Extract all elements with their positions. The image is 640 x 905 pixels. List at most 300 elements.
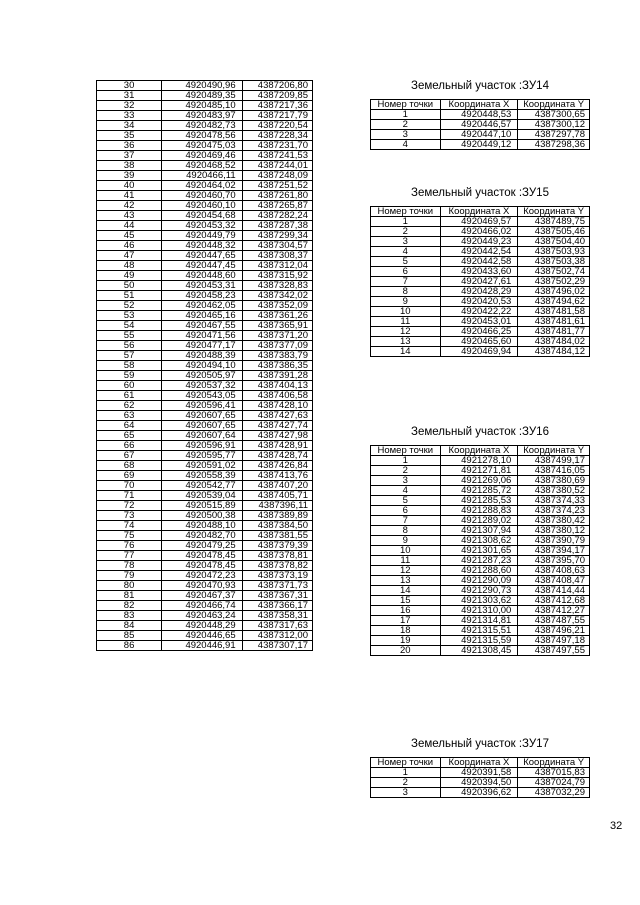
coord-x-cell: 4921285,53 — [440, 496, 518, 506]
parcel-zu16-table — [370, 445, 590, 656]
header-coord-y: Координата Y — [518, 446, 590, 456]
coord-x-cell: 4920607,65 — [162, 411, 242, 421]
point-number-cell: 6 — [371, 506, 441, 516]
point-number-cell: 1 — [371, 217, 441, 227]
coord-y-cell: 4387308,37 — [242, 251, 312, 261]
header-coord-x: Координата X — [440, 207, 518, 217]
table-row — [97, 631, 313, 641]
point-number-cell: 45 — [97, 231, 162, 241]
table-row — [371, 327, 590, 337]
coord-x-cell: 4920478,45 — [162, 561, 242, 571]
coord-x-cell: 4921269,06 — [440, 476, 518, 486]
point-number-cell: 12 — [371, 327, 441, 337]
coord-y-cell: 4387487,55 — [518, 616, 590, 626]
coord-x-cell: 4920447,45 — [162, 261, 242, 271]
table-row — [97, 161, 313, 171]
point-number-cell: 15 — [371, 596, 441, 606]
coord-y-cell: 4387361,26 — [242, 311, 312, 321]
coord-y-cell: 4387342,02 — [242, 291, 312, 301]
table-row — [371, 526, 590, 536]
coord-x-cell: 4920460,10 — [162, 201, 242, 211]
table-row — [371, 287, 590, 297]
table-row — [97, 641, 313, 651]
coord-y-cell: 4387407,20 — [242, 481, 312, 491]
table-row — [97, 461, 313, 471]
point-number-cell: 74 — [97, 521, 162, 531]
coord-y-cell: 4387032,29 — [518, 788, 590, 798]
table-row — [371, 317, 590, 327]
coord-x-cell: 4920446,91 — [162, 641, 242, 651]
header-point-number: Номер точки — [371, 446, 441, 456]
point-number-cell: 84 — [97, 621, 162, 631]
coord-y-cell: 4387373,19 — [242, 571, 312, 581]
coord-x-cell: 4920466,74 — [162, 601, 242, 611]
table-row — [97, 241, 313, 251]
coord-x-cell: 4921308,45 — [440, 646, 518, 656]
page-number: 32 — [610, 820, 623, 832]
point-number-cell: 49 — [97, 271, 162, 281]
coord-x-cell: 4920482,73 — [162, 121, 242, 131]
coord-y-cell: 4387503,93 — [518, 247, 590, 257]
coord-y-cell: 4387282,24 — [242, 211, 312, 221]
coord-x-cell: 4920433,60 — [440, 267, 518, 277]
point-number-cell: 46 — [97, 241, 162, 251]
point-number-cell: 4 — [371, 247, 441, 257]
point-number-cell: 42 — [97, 201, 162, 211]
main-table-body — [97, 81, 313, 651]
table-row — [371, 247, 590, 257]
coord-y-cell: 4387297,78 — [518, 130, 590, 140]
coord-y-cell: 4387379,39 — [242, 541, 312, 551]
coord-y-cell: 4387503,38 — [518, 257, 590, 267]
point-number-cell: 58 — [97, 361, 162, 371]
coord-x-cell: 4920467,55 — [162, 321, 242, 331]
table-row — [97, 261, 313, 271]
table-row — [371, 586, 590, 596]
header-coord-x: Координата X — [440, 758, 518, 768]
point-number-cell: 1 — [371, 456, 441, 466]
table-row — [97, 341, 313, 351]
coord-y-cell: 4387497,18 — [518, 636, 590, 646]
point-number-cell: 75 — [97, 531, 162, 541]
point-number-cell: 69 — [97, 471, 162, 481]
table-row — [97, 411, 313, 421]
table-row — [97, 381, 313, 391]
point-number-cell: 34 — [97, 121, 162, 131]
parcel-title: Земельный участок :ЗУ14 — [411, 80, 549, 92]
coord-y-cell: 4387371,20 — [242, 331, 312, 341]
table-row — [97, 591, 313, 601]
point-number-cell: 10 — [371, 307, 441, 317]
table-row — [97, 601, 313, 611]
point-number-cell: 3 — [371, 788, 441, 798]
header-row — [371, 446, 590, 456]
coord-y-cell: 4387481,58 — [518, 307, 590, 317]
table-row — [371, 626, 590, 636]
point-number-cell: 13 — [371, 337, 441, 347]
table-row — [97, 201, 313, 211]
coord-x-cell: 4920469,57 — [440, 217, 518, 227]
coord-x-cell: 4920607,64 — [162, 431, 242, 441]
coord-x-cell: 4920454,68 — [162, 211, 242, 221]
table-row — [97, 281, 313, 291]
coord-x-cell: 4920460,70 — [162, 191, 242, 201]
point-number-cell: 3 — [371, 130, 441, 140]
point-number-cell: 6 — [371, 267, 441, 277]
coord-y-cell: 4387414,44 — [518, 586, 590, 596]
coord-x-cell: 4920595,77 — [162, 451, 242, 461]
coord-y-cell: 4387381,55 — [242, 531, 312, 541]
table-row — [97, 541, 313, 551]
table-row — [97, 191, 313, 201]
coord-x-cell: 4920448,29 — [162, 621, 242, 631]
point-number-cell: 78 — [97, 561, 162, 571]
point-number-cell: 2 — [371, 120, 441, 130]
point-number-cell: 11 — [371, 556, 441, 566]
coord-y-cell: 4387378,82 — [242, 561, 312, 571]
parcel-zu17-table — [370, 757, 590, 798]
coord-y-cell: 4387484,02 — [518, 337, 590, 347]
coord-x-cell: 4920543,05 — [162, 391, 242, 401]
coord-y-cell: 4387015,83 — [518, 768, 590, 778]
table-row — [371, 120, 590, 130]
table-row — [97, 121, 313, 131]
coord-x-cell: 4920537,32 — [162, 381, 242, 391]
coord-x-cell: 4921288,83 — [440, 506, 518, 516]
parcel-zu15-table — [370, 206, 590, 357]
coord-y-cell: 4387374,33 — [518, 496, 590, 506]
coord-x-cell: 4920458,23 — [162, 291, 242, 301]
coord-x-cell: 4920464,02 — [162, 181, 242, 191]
coord-x-cell: 4920448,60 — [162, 271, 242, 281]
point-number-cell: 77 — [97, 551, 162, 561]
table-row — [97, 101, 313, 111]
point-number-cell: 3 — [371, 476, 441, 486]
coord-y-cell: 4387228,34 — [242, 131, 312, 141]
coord-y-cell: 4387384,50 — [242, 521, 312, 531]
coord-x-cell: 4921278,10 — [440, 456, 518, 466]
coord-x-cell: 4920453,01 — [440, 317, 518, 327]
table-row — [371, 566, 590, 576]
table-row — [371, 576, 590, 586]
point-number-cell: 30 — [97, 81, 162, 91]
table-row — [97, 471, 313, 481]
coord-x-cell: 4920422,22 — [440, 307, 518, 317]
coord-y-cell: 4387217,36 — [242, 101, 312, 111]
point-number-cell: 63 — [97, 411, 162, 421]
coord-x-cell: 4920500,38 — [162, 511, 242, 521]
table-row — [97, 131, 313, 141]
coord-y-cell: 4387317,63 — [242, 621, 312, 631]
point-number-cell: 8 — [371, 526, 441, 536]
coord-y-cell: 4387265,87 — [242, 201, 312, 211]
point-number-cell: 16 — [371, 606, 441, 616]
coord-y-cell: 4387298,36 — [518, 140, 590, 150]
table-row — [97, 421, 313, 431]
point-number-cell: 5 — [371, 496, 441, 506]
table-row — [97, 91, 313, 101]
point-number-cell: 9 — [371, 297, 441, 307]
point-number-cell: 62 — [97, 401, 162, 411]
table-row — [97, 551, 313, 561]
coord-x-cell: 4921285,72 — [440, 486, 518, 496]
point-number-cell: 17 — [371, 616, 441, 626]
coord-x-cell: 4921315,59 — [440, 636, 518, 646]
parcel-zu15-body — [371, 217, 590, 357]
coord-x-cell: 4920482,70 — [162, 531, 242, 541]
coord-y-cell: 4387383,79 — [242, 351, 312, 361]
point-number-cell: 14 — [371, 347, 441, 357]
table-row — [97, 221, 313, 231]
coord-y-cell: 4387220,54 — [242, 121, 312, 131]
main-coordinates-table — [96, 80, 313, 651]
point-number-cell: 83 — [97, 611, 162, 621]
parcel-title: Земельный участок :ЗУ17 — [411, 738, 549, 750]
coord-x-cell: 4920478,45 — [162, 551, 242, 561]
coord-y-cell: 4387426,84 — [242, 461, 312, 471]
coord-y-cell: 4387391,28 — [242, 371, 312, 381]
table-row — [97, 571, 313, 581]
point-number-cell: 10 — [371, 546, 441, 556]
coord-x-cell: 4920448,53 — [440, 110, 518, 120]
coord-y-cell: 4387374,23 — [518, 506, 590, 516]
coord-y-cell: 4387390,79 — [518, 536, 590, 546]
point-number-cell: 37 — [97, 151, 162, 161]
point-number-cell: 31 — [97, 91, 162, 101]
coord-x-cell: 4920596,41 — [162, 401, 242, 411]
table-row — [97, 531, 313, 541]
table-row — [371, 556, 590, 566]
coord-y-cell: 4387380,69 — [518, 476, 590, 486]
table-row — [97, 441, 313, 451]
point-number-cell: 1 — [371, 768, 441, 778]
point-number-cell: 65 — [97, 431, 162, 441]
coord-y-cell: 4387499,17 — [518, 456, 590, 466]
table-row — [97, 141, 313, 151]
parcel-zu17-body — [371, 768, 590, 798]
table-row — [371, 337, 590, 347]
coord-x-cell: 4920471,56 — [162, 331, 242, 341]
point-number-cell: 13 — [371, 576, 441, 586]
point-number-cell: 64 — [97, 421, 162, 431]
point-number-cell: 4 — [371, 140, 441, 150]
coord-x-cell: 4920483,97 — [162, 111, 242, 121]
table-row — [97, 371, 313, 381]
table-row — [371, 546, 590, 556]
coord-y-cell: 4387312,04 — [242, 261, 312, 271]
coord-y-cell: 4387496,02 — [518, 287, 590, 297]
coord-y-cell: 4387395,70 — [518, 556, 590, 566]
coord-x-cell: 4920469,46 — [162, 151, 242, 161]
header-point-number: Номер точки — [371, 100, 441, 110]
coord-x-cell: 4920607,65 — [162, 421, 242, 431]
point-number-cell: 66 — [97, 441, 162, 451]
header-coord-y: Координата Y — [518, 100, 590, 110]
point-number-cell: 12 — [371, 566, 441, 576]
coord-y-cell: 4387299,34 — [242, 231, 312, 241]
coord-x-cell: 4920468,52 — [162, 161, 242, 171]
table-row — [97, 211, 313, 221]
point-number-cell: 3 — [371, 237, 441, 247]
table-row — [371, 536, 590, 546]
coord-y-cell: 4387427,98 — [242, 431, 312, 441]
point-number-cell: 70 — [97, 481, 162, 491]
coord-x-cell: 4921271,81 — [440, 466, 518, 476]
point-number-cell: 52 — [97, 301, 162, 311]
coord-x-cell: 4920453,31 — [162, 281, 242, 291]
coord-x-cell: 4920558,39 — [162, 471, 242, 481]
coord-y-cell: 4387404,13 — [242, 381, 312, 391]
coord-x-cell: 4920391,58 — [440, 768, 518, 778]
table-row — [97, 431, 313, 441]
table-row — [97, 401, 313, 411]
coord-x-cell: 4920542,77 — [162, 481, 242, 491]
coord-y-cell: 4387358,31 — [242, 611, 312, 621]
point-number-cell: 19 — [371, 636, 441, 646]
coord-y-cell: 4387428,74 — [242, 451, 312, 461]
coord-y-cell: 4387365,91 — [242, 321, 312, 331]
table-row — [371, 130, 590, 140]
coord-x-cell: 4921288,60 — [440, 566, 518, 576]
coord-x-cell: 4921308,62 — [440, 536, 518, 546]
coord-x-cell: 4920470,93 — [162, 581, 242, 591]
table-row — [97, 311, 313, 321]
table-row — [371, 636, 590, 646]
point-number-cell: 50 — [97, 281, 162, 291]
point-number-cell: 2 — [371, 778, 441, 788]
coord-x-cell: 4920447,65 — [162, 251, 242, 261]
coord-x-cell: 4921310,00 — [440, 606, 518, 616]
parcel-zu14 — [370, 80, 590, 150]
coord-y-cell: 4387380,12 — [518, 526, 590, 536]
table-row — [371, 616, 590, 626]
point-number-cell: 36 — [97, 141, 162, 151]
coord-x-cell: 4920539,04 — [162, 491, 242, 501]
table-row — [97, 491, 313, 501]
point-number-cell: 4 — [371, 486, 441, 496]
point-number-cell: 33 — [97, 111, 162, 121]
coord-y-cell: 4387377,09 — [242, 341, 312, 351]
coord-y-cell: 4387217,79 — [242, 111, 312, 121]
coord-y-cell: 4387396,11 — [242, 501, 312, 511]
header-coord-y: Координата Y — [518, 207, 590, 217]
coord-x-cell: 4920479,25 — [162, 541, 242, 551]
coord-y-cell: 4387427,74 — [242, 421, 312, 431]
coord-x-cell: 4920515,89 — [162, 501, 242, 511]
coord-x-cell: 4920488,39 — [162, 351, 242, 361]
coord-y-cell: 4387406,58 — [242, 391, 312, 401]
table-row — [371, 516, 590, 526]
point-number-cell: 38 — [97, 161, 162, 171]
coord-y-cell: 4387494,62 — [518, 297, 590, 307]
coord-y-cell: 4387304,57 — [242, 241, 312, 251]
table-row — [97, 511, 313, 521]
point-number-cell: 7 — [371, 277, 441, 287]
point-number-cell: 39 — [97, 171, 162, 181]
table-row — [371, 788, 590, 798]
point-number-cell: 11 — [371, 317, 441, 327]
coord-y-cell: 4387389,89 — [242, 511, 312, 521]
table-row — [371, 217, 590, 227]
table-row — [97, 501, 313, 511]
table-row — [97, 611, 313, 621]
coord-x-cell: 4920591,02 — [162, 461, 242, 471]
coord-x-cell: 4920396,62 — [440, 788, 518, 798]
parcel-title: Земельный участок :ЗУ16 — [411, 426, 549, 438]
coord-y-cell: 4387244,01 — [242, 161, 312, 171]
header-point-number: Номер точки — [371, 758, 441, 768]
table-row — [97, 291, 313, 301]
point-number-cell: 43 — [97, 211, 162, 221]
table-row — [371, 476, 590, 486]
coord-y-cell: 4387484,12 — [518, 347, 590, 357]
point-number-cell: 14 — [371, 586, 441, 596]
coord-x-cell: 4921314,81 — [440, 616, 518, 626]
table-row — [97, 81, 313, 91]
table-row — [371, 778, 590, 788]
coord-y-cell: 4387416,05 — [518, 466, 590, 476]
coord-y-cell: 4387367,31 — [242, 591, 312, 601]
table-row — [97, 321, 313, 331]
table-row — [97, 581, 313, 591]
point-number-cell: 9 — [371, 536, 441, 546]
table-row — [97, 621, 313, 631]
coord-y-cell: 4387248,09 — [242, 171, 312, 181]
point-number-cell: 79 — [97, 571, 162, 581]
point-number-cell: 41 — [97, 191, 162, 201]
coord-y-cell: 4387427,63 — [242, 411, 312, 421]
table-row — [371, 307, 590, 317]
table-row — [371, 347, 590, 357]
coord-y-cell: 4387481,61 — [518, 317, 590, 327]
coord-y-cell: 4387505,46 — [518, 227, 590, 237]
point-number-cell: 73 — [97, 511, 162, 521]
coord-y-cell: 4387408,63 — [518, 566, 590, 576]
coord-y-cell: 4387300,65 — [518, 110, 590, 120]
point-number-cell: 81 — [97, 591, 162, 601]
coord-x-cell: 4920420,53 — [440, 297, 518, 307]
parcel-zu17 — [370, 738, 590, 798]
table-row — [371, 606, 590, 616]
header-row — [371, 100, 590, 110]
coord-y-cell: 4387394,17 — [518, 546, 590, 556]
coord-y-cell: 4387287,38 — [242, 221, 312, 231]
point-number-cell: 2 — [371, 466, 441, 476]
parcel-zu16 — [370, 426, 590, 656]
coord-x-cell: 4920466,25 — [440, 327, 518, 337]
coord-y-cell: 4387481,77 — [518, 327, 590, 337]
table-row — [97, 171, 313, 181]
coord-y-cell: 4387408,47 — [518, 576, 590, 586]
coord-y-cell: 4387380,42 — [518, 516, 590, 526]
point-number-cell: 68 — [97, 461, 162, 471]
point-number-cell: 54 — [97, 321, 162, 331]
point-number-cell: 47 — [97, 251, 162, 261]
coord-x-cell: 4920478,56 — [162, 131, 242, 141]
coord-y-cell: 4387307,17 — [242, 641, 312, 651]
table-row — [371, 227, 590, 237]
coord-y-cell: 4387412,68 — [518, 596, 590, 606]
point-number-cell: 57 — [97, 351, 162, 361]
table-row — [97, 521, 313, 531]
coord-x-cell: 4920477,17 — [162, 341, 242, 351]
header-point-number: Номер точки — [371, 207, 441, 217]
table-row — [371, 466, 590, 476]
coord-x-cell: 4920490,96 — [162, 81, 242, 91]
table-row — [97, 151, 313, 161]
coord-x-cell: 4920465,60 — [440, 337, 518, 347]
parcel-zu16-body — [371, 456, 590, 656]
